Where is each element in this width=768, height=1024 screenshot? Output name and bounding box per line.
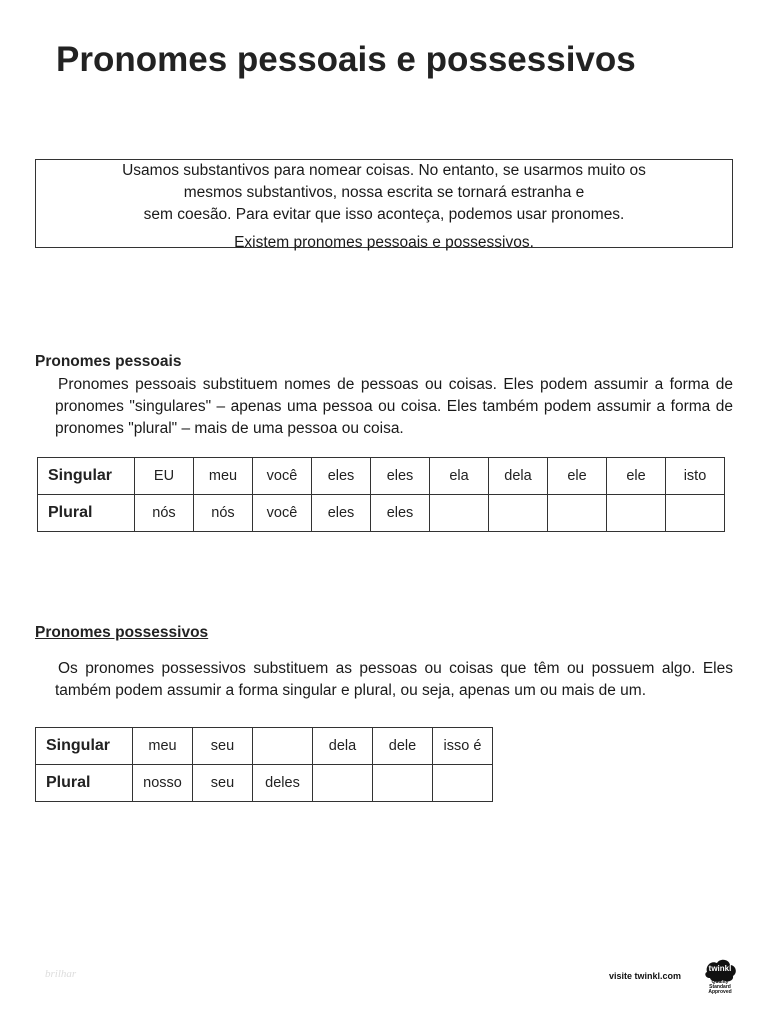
table-cell: eles: [312, 495, 371, 532]
footer-watermark: brilhar: [45, 968, 77, 980]
logo-wordmark: twinkl: [708, 964, 732, 973]
table-row-singular: [36, 728, 493, 765]
section-heading-pessoais: Pronomes pessoais: [35, 353, 182, 370]
table-cell: [666, 495, 725, 532]
section-heading-possessivos: Pronomes possessivos: [35, 624, 209, 641]
intro-last-line: Existem pronomes pessoais e possessivos.: [234, 234, 534, 251]
paragraph-pessoais: Pronomes pessoais substituem nomes de pessoas ou coisas. Eles podem assumir a forma de pronomes "singulares" – apenas uma pessoa ou coisa. Eles também podem assumir a forma de pronomes "plural" – mais de uma pessoa ou coisa.: [55, 376, 733, 437]
table-cell: meu: [133, 728, 193, 765]
table-cell: dele: [373, 728, 433, 765]
table-cell: nosso: [133, 765, 193, 802]
table-cell: dela: [489, 458, 548, 495]
table-cell: eles: [312, 458, 371, 495]
intro-line: Usamos substantivos para nomear coisas. No entanto, se usarmos muito os: [122, 162, 646, 179]
table-cell: seu: [193, 728, 253, 765]
table-cell: dela: [313, 728, 373, 765]
table-cell: [373, 765, 433, 802]
table-cell: [607, 495, 666, 532]
row-label: Plural: [38, 495, 135, 532]
intro-line: mesmos substantivos, nossa escrita se tornará estranha e: [183, 184, 585, 201]
table-cell: ele: [548, 458, 607, 495]
table-row-plural: [38, 495, 725, 532]
table-cell: [313, 765, 373, 802]
table-row-singular: [38, 458, 725, 495]
table-cell: você: [253, 458, 312, 495]
footer-link[interactable]: visite twinkl.com: [609, 971, 682, 981]
intro-line: sem coesão. Para evitar que isso aconteça, podemos usar pronomes.: [143, 206, 625, 223]
table-cell: você: [253, 495, 312, 532]
row-label: Singular: [38, 458, 135, 495]
table-cell: [489, 495, 548, 532]
paragraph-possessivos: Os pronomes possessivos substituem as pessoas ou coisas que têm ou possuem algo. Eles também podem assumir a forma singular e plural, ou seja, apenas um ou mais de um.: [55, 660, 733, 699]
table-possessivos: [35, 727, 493, 802]
table-cell: ele: [607, 458, 666, 495]
table-cell: ela: [430, 458, 489, 495]
table-cell: nós: [135, 495, 194, 532]
table-cell: nós: [194, 495, 253, 532]
table-cell: deles: [253, 765, 313, 802]
row-label: Plural: [36, 765, 133, 802]
table-cell: meu: [194, 458, 253, 495]
logo-subtitle: Quality Standard Approved: [708, 979, 732, 995]
table-row-plural: [36, 765, 493, 802]
table-cell: [548, 495, 607, 532]
table-pessoais: [37, 457, 725, 532]
table-cell: [430, 495, 489, 532]
table-cell: isto: [666, 458, 725, 495]
table-cell: [433, 765, 493, 802]
row-label: Singular: [36, 728, 133, 765]
intro-box: [35, 159, 733, 251]
page-title: Pronomes pessoais e possessivos: [56, 40, 636, 79]
table-cell: eles: [371, 458, 430, 495]
table-cell: EU: [135, 458, 194, 495]
table-cell: [253, 728, 313, 765]
table-cell: eles: [371, 495, 430, 532]
table-cell: seu: [193, 765, 253, 802]
table-cell: isso é: [433, 728, 493, 765]
twinkl-logo-icon: [703, 958, 737, 998]
